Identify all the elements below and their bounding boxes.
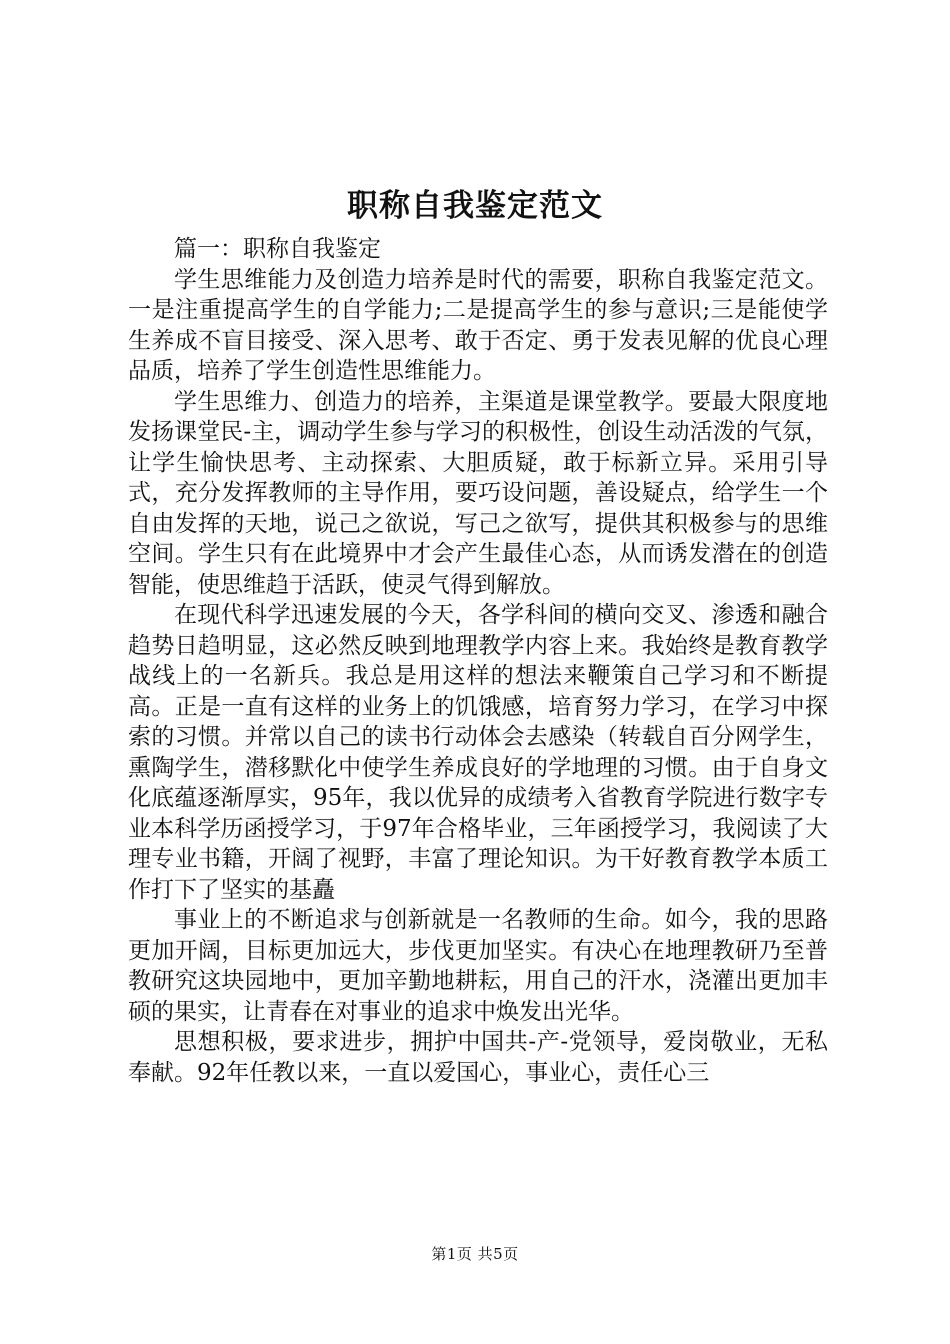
paragraph-1: 学生思维能力及创造力培养是时代的需要，职称自我鉴定范文。一是注重提高学生的自学能力;二是提高学生的参与意识;三是能使学生养成不盲目接受、深入思考、敢于否定、勇于发表见解的优良心理品质，培养了学生创造性思维能力。 (128, 266, 828, 384)
document-title: 职称自我鉴定范文 (347, 188, 603, 224)
paragraph-4: 事业上的不断追求与创新就是一名教师的生命。如今，我的思路更加开阔，目标更加远大，步伐更加坚实。有决心在地理教研乃至普教研究这块园地中，更加辛勤地耕耘，用自己的汗水，浇灌出更加丰硕的果实，让青春在对事业的追求中焕发出光华。 (128, 907, 828, 1025)
paragraph-2: 学生思维力、创造力的培养，主渠道是课堂教学。要最大限度地发扬课堂民-主，调动学生参与学习的积极性，创设生动活泼的气氛，让学生愉快思考、主动探索、大胆质疑，敢于标新立异。采用引导式，充分发挥教师的主导作用，要巧设问题，善设疑点，给学生一个自由发挥的天地，说己之欲说，写己之欲写，提供其积极参与的思维空间。学生只有在此境界中才会产生最佳心态，从而诱发潜在的创造智能，使思维趋于活跃，使灵气得到解放。 (128, 388, 828, 598)
document-body (128, 234, 828, 1088)
paragraph-3: 在现代科学迅速发展的今天，各学科间的横向交叉、渗透和融合趋势日趋明显，这必然反映到地理教学内容上来。我始终是教育教学战线上的一名新兵。我总是用这样的想法来鞭策自己学习和不断提高。正是一直有这样的业务上的饥饿感，培育努力学习，在学习中探索的习惯。并常以自己的读书行动体会去感染（转载自百分网学生，熏陶学生，潜移默化中使学生养成良好的学地理的习惯。由于自身文化底蕴逐渐厚实，95年，我以优异的成绩考入省教育学院进行数字专业本科学历函授学习，于97年合格毕业，三年函授学习，我阅读了大理专业书籍，开阔了视野，丰富了理论知识。为干好教育教学本质工作打下了坚实的基矗 (128, 602, 828, 903)
section-heading: 篇一：职称自我鉴定 (174, 236, 381, 262)
paragraph-5: 思想积极，要求进步，拥护中国共-产-党领导，爱岗敬业，无私奉献。92年任教以来，一直以爱国心，事业心，责任心三 (128, 1029, 828, 1086)
page-footer: 第1页 共5页 (431, 1245, 519, 1263)
